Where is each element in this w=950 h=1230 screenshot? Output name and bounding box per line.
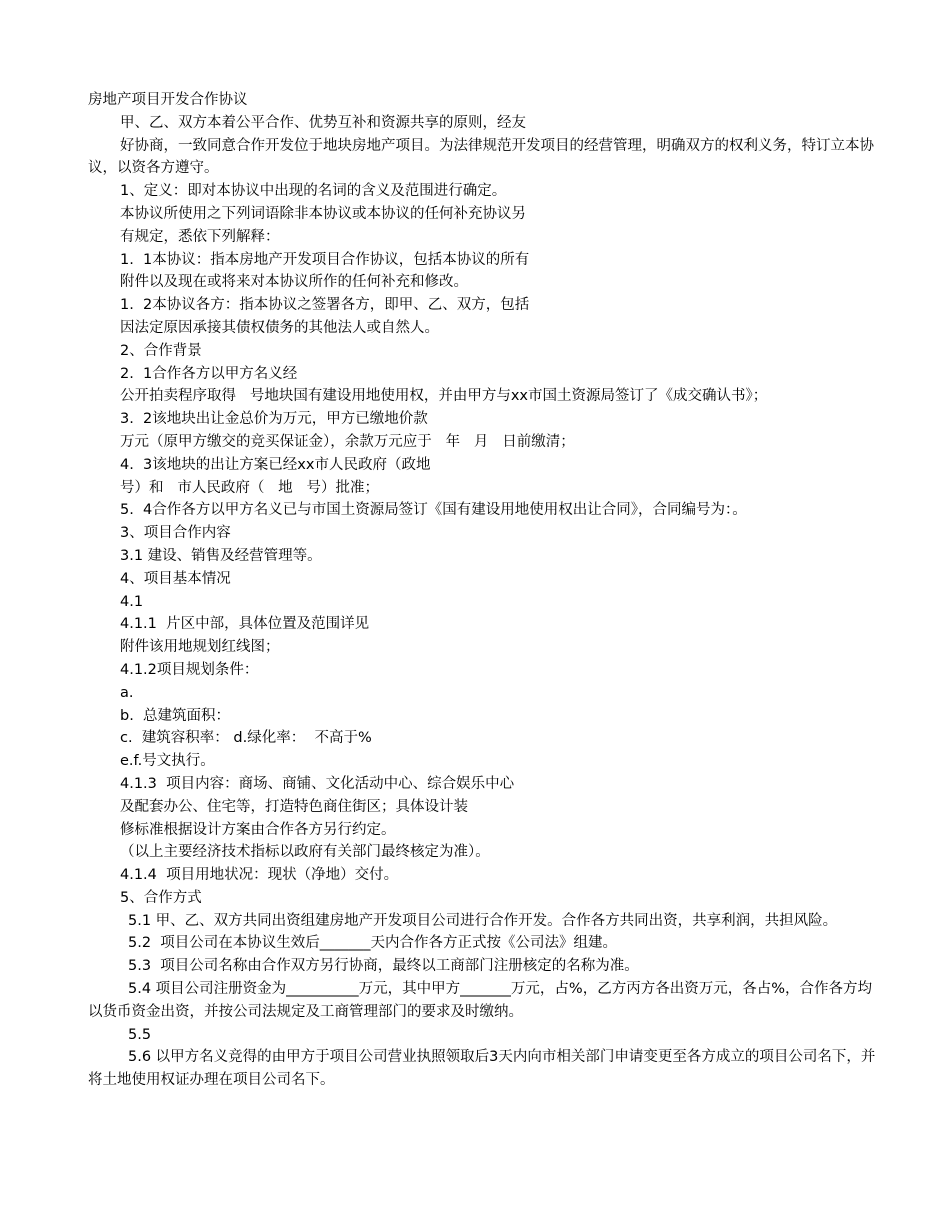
document-line: 好协商，一致同意合作开发位于地块房地产项目。为法律规范开发项目的经营管理，明确双方的权利义务，特订立本协议，以资各方遵守。 <box>88 137 874 177</box>
document-line: 3.1 建设、销售及经营管理等。 <box>120 547 322 564</box>
document-line: a. <box>120 684 134 701</box>
document-line: 5.5 <box>128 1026 152 1043</box>
document-line: 4.1.1 片区中部，具体位置及范围详见 <box>120 616 370 633</box>
document-line: 2、合作背景 <box>120 342 202 359</box>
document-line: b. 总建筑面积： <box>120 707 231 724</box>
document-line: 2. 1合作各方以甲方名义经 <box>120 365 298 382</box>
document-line: 5. 4合作各方以甲方名义已与市国土资源局签订《国有建设用地使用权出让合同》，合同编号为：。 <box>120 502 747 519</box>
document-line: 5.1 甲、乙、双方共同出资组建房地产开发项目公司进行合作开发。合作各方共同出资，共享利润，共担风险。 <box>128 912 838 929</box>
document-line: 1. 2本协议各方：指本协议之签署各方，即甲、乙、双方，包括 <box>120 297 530 314</box>
document-page <box>88 89 878 1092</box>
document-line: 及配套办公、住宅等，打造特色商住街区；具体设计装 <box>120 798 468 815</box>
document-line: 附件该用地规划红线图； <box>120 639 280 656</box>
document-line: 4、项目基本情况 <box>120 570 231 587</box>
document-line: 公开拍卖程序取得 号地块国有建设用地使用权，并由甲方与xx市国土资源局签订了《成交确认书》； <box>120 388 768 405</box>
document-title: 房地产项目开发合作协议 <box>88 92 248 108</box>
document-line: 3. 2该地块出让金总价为万元，甲方已缴地价款 <box>120 411 428 428</box>
document-line: 5、合作方式 <box>120 889 202 906</box>
document-line: 1、定义：即对本协议中出现的名词的含义及范围进行确定。 <box>120 183 507 200</box>
document-line: 本协议所使用之下列词语除非本协议或本协议的任何补充协议另 <box>120 205 526 222</box>
document-line: 甲、乙、双方本着公平合作、优势互补和资源共享的原则，经友 <box>120 114 526 131</box>
document-line: 4. 3该地块的出让方案已经xx市人民政府（政地 <box>120 456 431 473</box>
document-line: 5.6 以甲方名义竞得的由甲方于项目公司营业执照领取后3天内向市相关部门申请变更至各方成立的项目公司名下，并将土地使用权证办理在项目公司名下。 <box>88 1049 876 1089</box>
document-line: 修标准根据设计方案由合作各方另行约定。 <box>120 821 396 838</box>
document-line: 4.1 <box>120 593 144 610</box>
document-line: （以上主要经济技术指标以政府有关部门最终核定为准）。 <box>120 844 490 861</box>
document-line: 万元（原甲方缴交的竞买保证金），余款万元应于 年 月 日前缴清； <box>120 433 575 450</box>
document-line: 4.1.3 项目内容：商场、商铺、文化活动中心、综合娱乐中心 <box>120 775 515 792</box>
document-line: 4.1.4 项目用地状况：现状（净地）交付。 <box>120 867 399 884</box>
document-line: 5.2 项目公司在本协议生效后_______天内合作各方正式按《公司法》组建。 <box>128 935 618 952</box>
document-line: 附件以及现在或将来对本协议所作的任何补充和修改。 <box>120 274 468 291</box>
document-line: 1. 1本协议：指本房地产开发项目合作协议，包括本协议的所有 <box>120 251 530 268</box>
document-line: e.f.号文执行。 <box>120 753 215 770</box>
document-line: 号）和 市人民政府（ 地 号）批准； <box>120 479 379 496</box>
document-line: 因法定原因承接其债权债务的其他法人或自然人。 <box>120 319 439 336</box>
document-line: 有规定，悉依下列解释： <box>120 228 280 245</box>
document-line: 5.3 项目公司名称由合作双方另行协商，最终以工商部门注册核定的名称为准。 <box>128 958 639 975</box>
document-line: 5.4 项目公司注册资金为__________万元，其中甲方_______万元，占%，乙方丙方各出资万元，各占%，合作各方均以货币资金出资，并按公司法规定及工商管理部门的要求及时缴纳。 <box>88 981 872 1020</box>
document-line: c. 建筑容积率： d.绿化率： 不高于% <box>120 730 372 747</box>
document-line: 4.1.2项目规划条件： <box>120 661 259 678</box>
document-line: 3、项目合作内容 <box>120 525 231 542</box>
